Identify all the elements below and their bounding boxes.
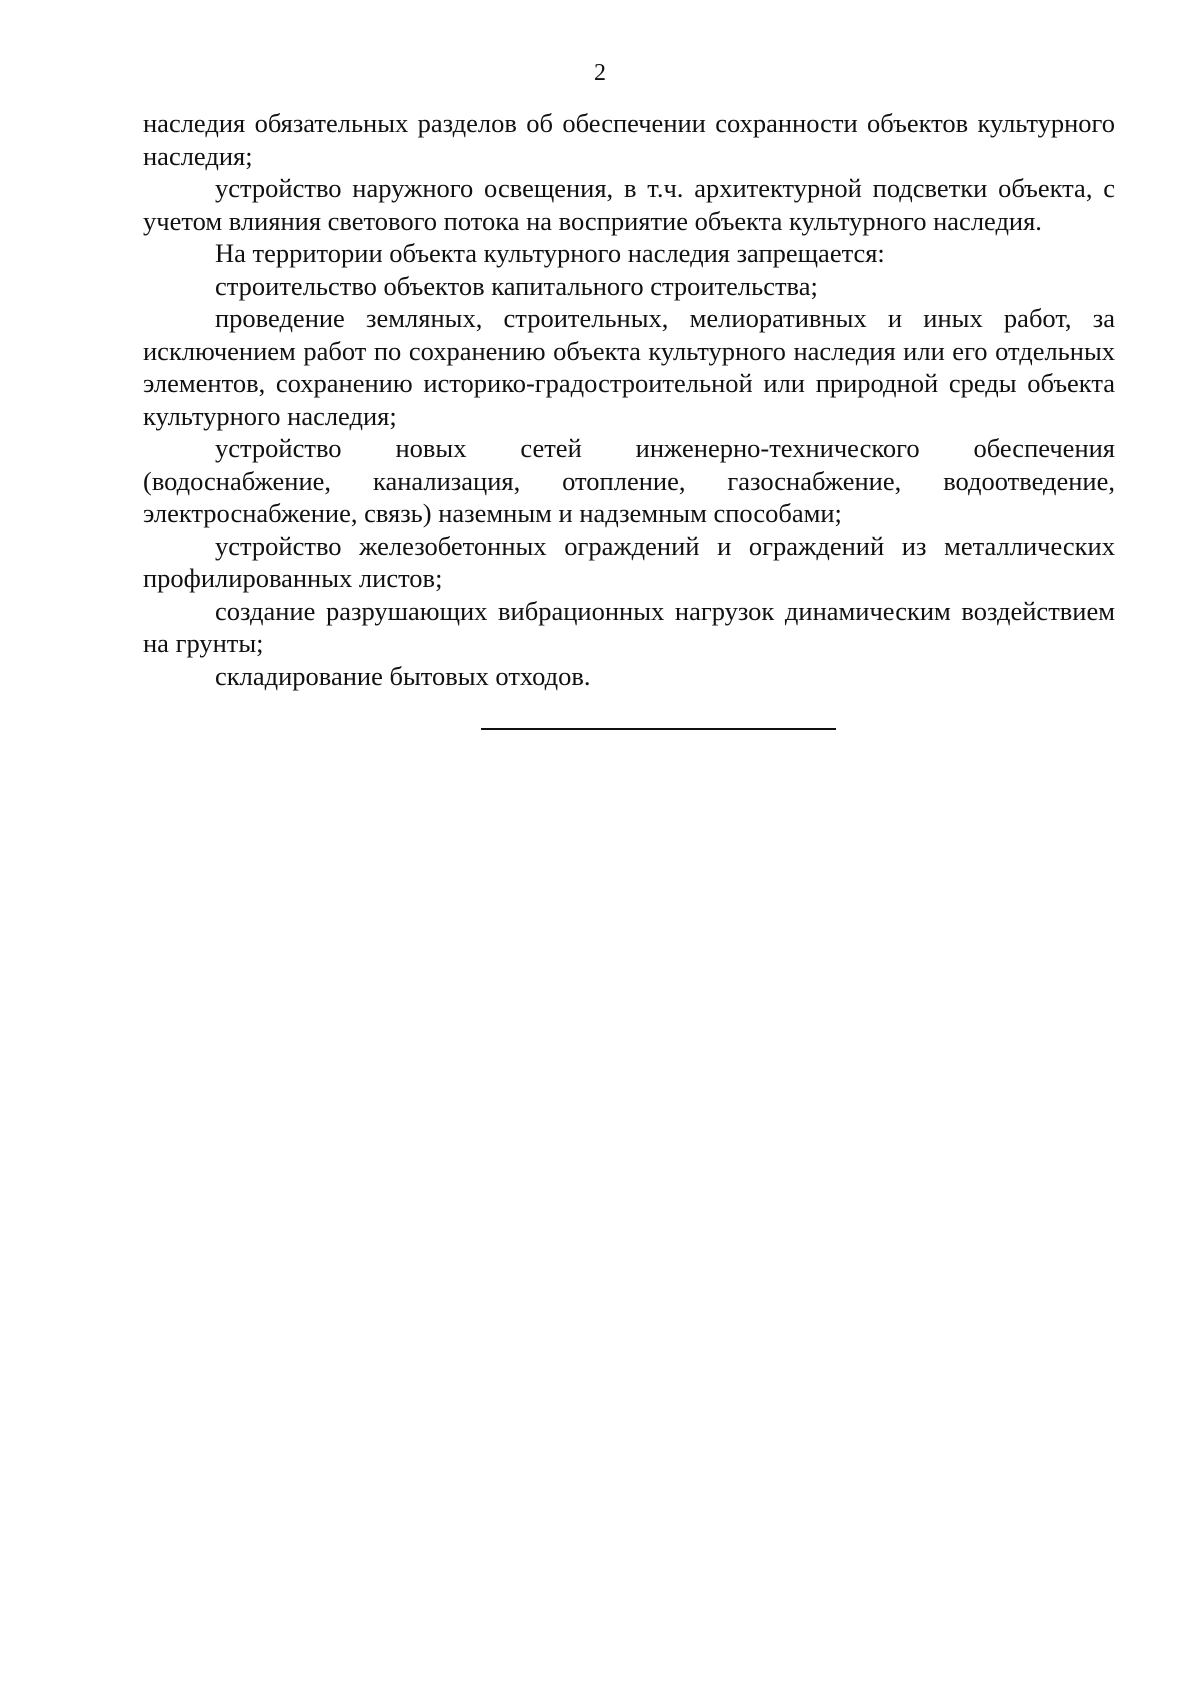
- paragraph-lighting: устройство наружного освещения, в т.ч. архитектурной подсветки объекта, с учетом влияния светового потока на восприятие объекта культурного наследия.: [143, 173, 1115, 236]
- paragraph-fences: устройство железобетонных ограждений и ограждений из металлических профилированных листов;: [143, 530, 1115, 593]
- paragraph-engineering-networks: устройство новых сетей инженерно-технического обеспечения (водоснабжение, канализация, отопление, газоснабжение, водоотведение, электроснабжение, связь) наземным и надземным способами;: [143, 433, 1115, 528]
- paragraph-capital-construction: строительство объектов капитального строительства;: [215, 270, 818, 301]
- document-body: [143, 107, 1115, 692]
- paragraph-waste-storage: складирование бытовых отходов.: [215, 660, 591, 691]
- paragraph-continuation: наследия обязательных разделов об обеспечении сохранности объектов культурного наследия;: [143, 108, 1115, 171]
- paragraph-earthworks: проведение земляных, строительных, мелиоративных и иных работ, за исключением работ по сохранению объекта культурного наследия или его отдельных элементов, сохранению историко-градостроительной или природной среды объекта культурного наследия;: [143, 303, 1115, 431]
- paragraph-prohibitions-intro: На территории объекта культурного наследия запрещается:: [215, 238, 885, 268]
- end-of-text-rule: [481, 728, 836, 730]
- page-number: 2: [594, 60, 606, 86]
- paragraph-vibration-loads: создание разрушающих вибрационных нагрузок динамическим воздействием на грунты;: [143, 595, 1115, 658]
